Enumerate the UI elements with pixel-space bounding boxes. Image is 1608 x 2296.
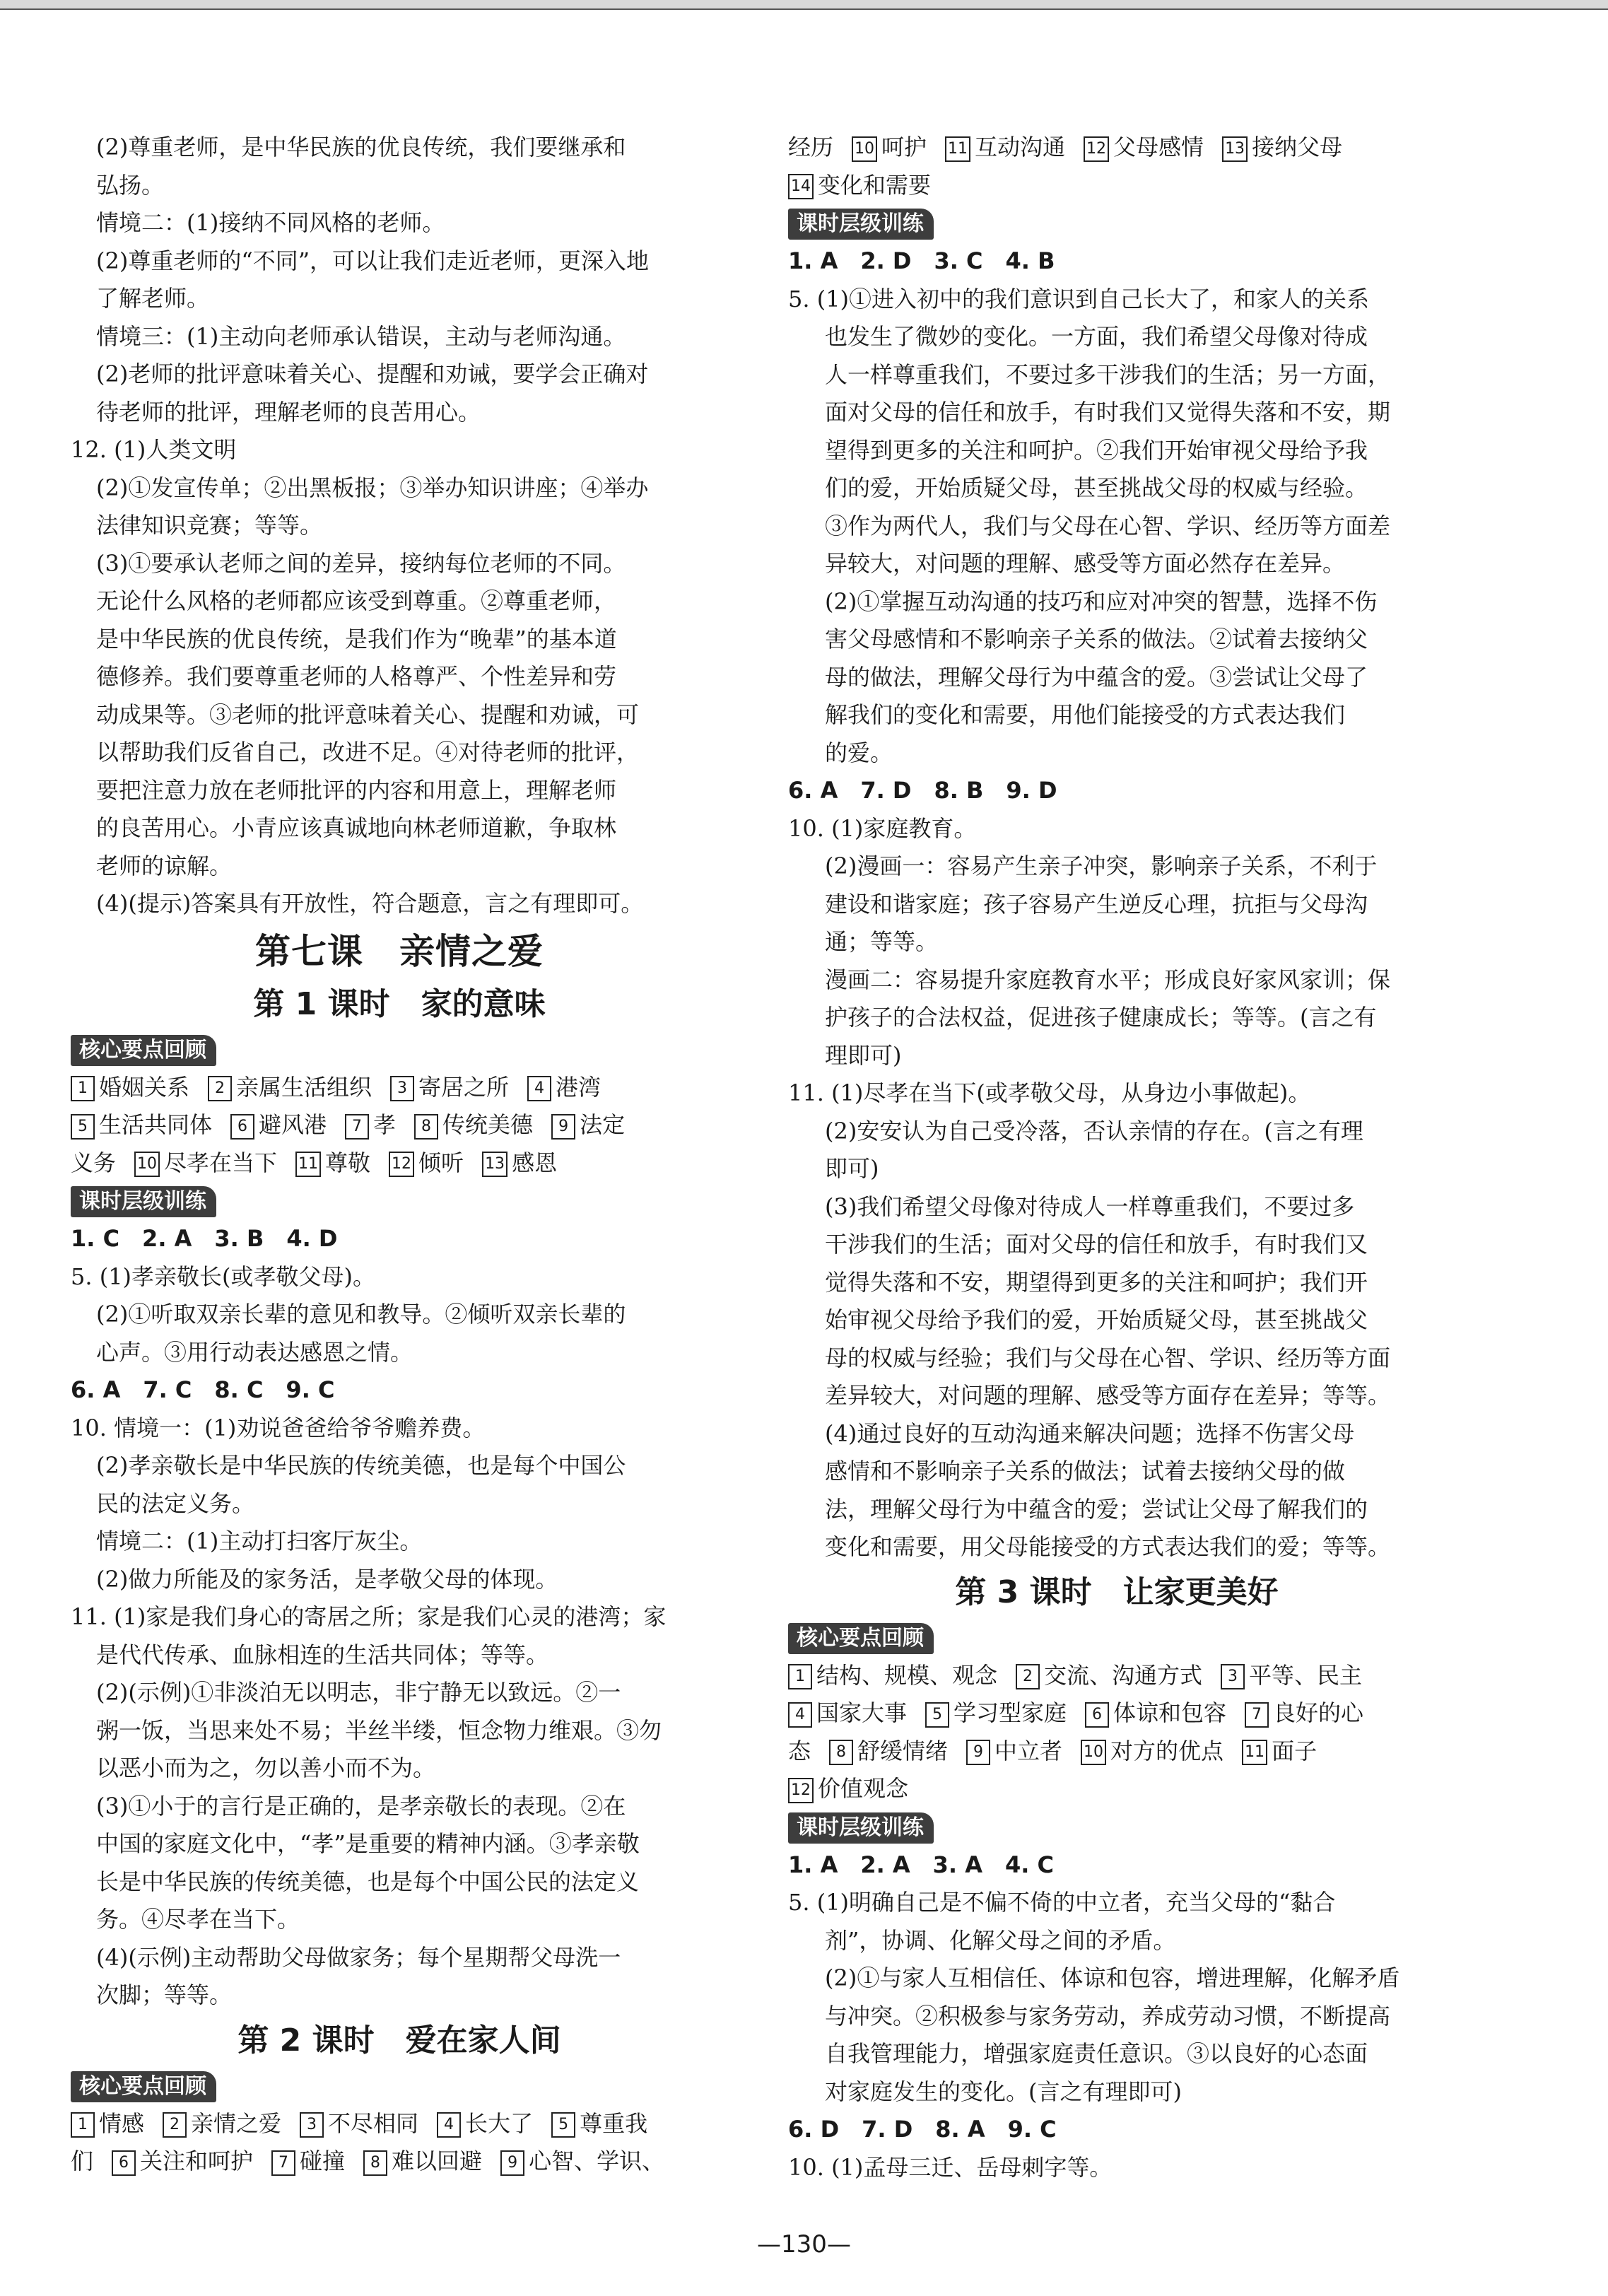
text-line: 情境三：(1)主动向老师承认错误，主动与老师沟通。 <box>96 322 626 350</box>
key-point-text: 关注和呵护 <box>140 2148 254 2174</box>
text-line: (2)①与家人互相信任、体谅和包容，增进理解，化解矛盾 <box>825 1964 1400 1991</box>
item-number-box: 10 <box>1081 1740 1106 1765</box>
key-points <box>71 2105 728 2181</box>
text-line: 情境二：(1)主动打扫客厅灰尘。 <box>96 1528 423 1554</box>
key-point-item <box>71 1074 189 1101</box>
item-number-box: 11 <box>295 1152 321 1177</box>
key-point-item <box>390 1074 509 1101</box>
key-point-row <box>71 1144 728 1183</box>
item-number-box: 7 <box>1245 1702 1269 1728</box>
text-line: 中国的家庭文化中，“孝”是重要的精神内涵。③孝亲敬 <box>96 1830 640 1857</box>
text-line: (2)漫画一：容易产生亲子冲突，影响亲子关系，不利于 <box>825 853 1378 879</box>
text-line: (3)①小于的言行是正确的，是孝亲敬长的表现。②在 <box>96 1792 626 1820</box>
key-point-text: 亲属生活组织 <box>236 1073 372 1101</box>
text-line: 也发生了微妙的变化。一方面，我们希望父母像对待成 <box>825 323 1368 350</box>
key-point-text: 平等、民主 <box>1249 1661 1363 1689</box>
text-line: (2)(示例)①非淡泊无以明志，非宁静无以致远。②一 <box>96 1679 621 1706</box>
text-line: 解我们的变化和需要，用他们能接受的方式表达我们 <box>825 701 1346 728</box>
key-point-text: 倾听 <box>418 1149 464 1176</box>
text-line: (2)①发宣传单；②出黑板报；③举办知识讲座；④举办 <box>96 474 649 501</box>
text-line: (2)安安认为自己受冷落，否认亲情的存在。(言之有理 <box>825 1117 1363 1144</box>
choice-answers: 6. D 7. D 8. A 9. C <box>788 2116 1057 2143</box>
key-point-item <box>112 2148 253 2174</box>
key-point-item <box>788 1662 997 1689</box>
item-number-box: 4 <box>437 2112 461 2138</box>
text-line: 11. (1)尽孝在当下(或孝敬父母，从身边小事做起)。 <box>788 1079 1311 1106</box>
key-point-item <box>1081 1738 1223 1764</box>
item-number-box: 1 <box>788 1664 812 1689</box>
key-point-row <box>788 1733 1445 1771</box>
key-point-item <box>925 1699 1067 1726</box>
text-line: 情境二：(1)接纳不同风格的老师。 <box>96 209 445 236</box>
text-line: 的爱。 <box>825 739 893 766</box>
key-point-item <box>1242 1738 1317 1764</box>
key-point-text: 对方的优点 <box>1110 1737 1224 1764</box>
key-point-row <box>788 167 1445 205</box>
text-line: 建设和谐家庭；孩子容易产生逆反心理，抗拒与父母沟 <box>825 890 1368 918</box>
item-number-box: 2 <box>1016 1664 1040 1689</box>
key-point-item <box>788 134 833 160</box>
key-point-text: 呵护 <box>881 134 927 160</box>
item-number-box: 3 <box>390 1076 414 1101</box>
key-point-item <box>363 2148 482 2174</box>
text-line: 剂”，协调、化解父母之间的矛盾。 <box>825 1926 1176 1954</box>
item-number-box: 11 <box>1242 1740 1267 1765</box>
key-point-item <box>500 2148 664 2174</box>
key-point-text: 港湾 <box>556 1073 601 1101</box>
key-point-text: 法定 <box>580 1111 626 1138</box>
text-line: 是中华民族的优良传统，是我们作为“晚辈”的基本道 <box>96 625 617 652</box>
text-line: 德修养。我们要尊重老师的人格尊严、个性差异和劳 <box>96 663 617 690</box>
text-line: 母的权威与经验；我们与父母在心智、学识、经历等方面 <box>825 1344 1391 1371</box>
choice-answers: 6. A 7. C 8. C 9. C <box>71 1376 335 1403</box>
text-line: 害父母感情和不影响亲子关系的做法。②试着去接纳父 <box>825 626 1368 652</box>
training-tag: 课时层级训练 <box>788 209 934 240</box>
item-number-box: 8 <box>829 1740 853 1765</box>
key-point-item <box>71 1111 212 1138</box>
key-point-item <box>788 1699 907 1726</box>
item-number-box: 2 <box>208 1076 232 1101</box>
text-line: 即可) <box>825 1155 879 1182</box>
text-line: 对家庭发生的变化。(言之有理即可) <box>825 2078 1182 2105</box>
text-line: 以恶小而为之，勿以善小而不为。 <box>96 1755 436 1781</box>
key-point-item <box>1245 1699 1363 1726</box>
key-point-text: 传统美德 <box>442 1111 534 1138</box>
key-point-item <box>1222 134 1342 160</box>
text-line: (2)老师的批评意味着关心、提醒和劝诫，要学会正确对 <box>96 361 649 387</box>
text-line: 自我管理能力，增强家庭责任意识。③以良好的心态面 <box>825 2040 1368 2067</box>
choice-answers: 6. A 7. D 8. B 9. D <box>788 777 1057 804</box>
key-point-item <box>1085 1699 1226 1726</box>
key-point-text: 避风港 <box>259 1111 327 1138</box>
item-number-box: 9 <box>551 1114 575 1140</box>
text-line: 粥一饭，当思来处不易；半丝半缕，恒念物力维艰。③勿 <box>96 1716 662 1744</box>
text-line: 弘扬。 <box>96 171 165 199</box>
item-number-box: 9 <box>500 2150 524 2176</box>
text-line: 老师的谅解。 <box>96 852 233 879</box>
key-point-text: 互动沟通 <box>975 134 1066 160</box>
key-point-row <box>71 2105 728 2143</box>
text-line: 人一样尊重我们，不要过多干涉我们的生活；另一方面， <box>825 361 1391 388</box>
item-number-box: 10 <box>852 136 877 162</box>
key-point-item <box>551 2110 647 2137</box>
key-point-item <box>71 2148 93 2174</box>
key-point-item <box>71 2110 144 2137</box>
item-number-box: 14 <box>788 174 814 199</box>
key-point-item <box>1221 1662 1362 1689</box>
item-number-box: 8 <box>363 2150 387 2176</box>
text-line: (2)①掌握互动沟通的技巧和应对冲突的智慧，选择不伤 <box>825 587 1378 615</box>
key-point-item <box>134 1149 277 1176</box>
key-point-text: 婚姻关系 <box>99 1073 190 1101</box>
key-point-text: 接纳父母 <box>1252 134 1343 160</box>
key-point-text: 父母感情 <box>1113 134 1204 160</box>
key-point-item <box>437 2110 533 2137</box>
key-point-text: 舒缓情绪 <box>857 1737 949 1764</box>
text-line: 漫画二：容易提升家庭教育水平；形成良好家风家训；保 <box>825 966 1391 993</box>
key-point-text: 结构、规模、观念 <box>816 1661 998 1689</box>
choice-answers: 1. A 2. A 3. A 4. C <box>788 1851 1055 1878</box>
key-point-text: 态 <box>788 1737 811 1764</box>
review-tag: 核心要点回顾 <box>788 1623 934 1654</box>
text-line: 5. (1)孝亲敬长(或孝敬父母)。 <box>71 1263 376 1290</box>
item-number-box: 6 <box>1085 1702 1109 1728</box>
text-line: 长是中华民族的传统美德，也是每个中国公民的法定义 <box>96 1868 640 1895</box>
key-point-item <box>271 2148 345 2174</box>
key-point-item <box>482 1149 557 1176</box>
key-point-text: 长大了 <box>465 2109 534 2137</box>
key-point-text: 面子 <box>1272 1737 1317 1764</box>
text-line: 母的做法，理解父母行为中蕴含的爱。③尝试让父母了 <box>825 663 1368 691</box>
key-point-row <box>788 1694 1445 1733</box>
key-point-text: 变化和需要 <box>818 171 932 199</box>
key-point-text: 碰撞 <box>300 2148 346 2174</box>
text-line: 5. (1)①进入初中的我们意识到自己长大了，和家人的关系 <box>788 285 1370 312</box>
key-point-row <box>71 1106 728 1144</box>
key-point-item <box>389 1149 464 1176</box>
key-point-text: 寄居之所 <box>418 1073 510 1101</box>
text-line: (4)通过良好的互动沟通来解决问题；选择不伤害父母 <box>825 1419 1355 1447</box>
left-column <box>71 129 728 2181</box>
key-point-row <box>71 2143 728 2181</box>
key-points <box>71 1069 728 1183</box>
text-line: ③作为两代人，我们与父母在心智、学识、经历等方面差 <box>825 512 1391 539</box>
text-line: 干涉我们的生活；面对父母的信任和放手，有时我们又 <box>825 1231 1368 1258</box>
item-number-box: 7 <box>345 1114 369 1140</box>
choice-answers: 1. A 2. D 3. C 4. B <box>788 247 1055 274</box>
key-point-item <box>966 1738 1062 1764</box>
text-line: 们的爱，开始质疑父母，甚至挑战父母的权威与经验。 <box>825 474 1368 501</box>
text-line: 待老师的批评，理解老师的良苦用心。 <box>96 398 481 426</box>
item-number-box: 12 <box>788 1778 814 1803</box>
text-line: (2)做力所能及的家务活，是孝敬父母的体现。 <box>96 1565 558 1593</box>
item-number-box: 13 <box>1222 136 1248 162</box>
key-point-text: 国家大事 <box>816 1699 908 1726</box>
item-number-box: 12 <box>389 1152 414 1177</box>
period-2-title: 第 2 课时 爱在家人间 <box>237 2022 561 2058</box>
key-point-item <box>300 2110 418 2137</box>
item-number-box: 4 <box>788 1702 812 1728</box>
item-number-box: 12 <box>1084 136 1109 162</box>
key-point-text: 中立者 <box>994 1737 1063 1764</box>
item-number-box: 11 <box>945 136 970 162</box>
text-line: 的良苦用心。小青应该真诚地向林老师道歉，争取林 <box>96 814 617 841</box>
text-line: 通；等等。 <box>825 928 939 955</box>
question-12 <box>71 431 728 923</box>
text-line: 面对父母的信任和放手，有时我们又觉得失落和不安，期 <box>825 399 1391 426</box>
text-line: 10. 情境一：(1)劝说爸爸给爷爷赡养费。 <box>71 1414 486 1441</box>
item-number-box: 9 <box>966 1740 990 1765</box>
key-point-text: 经历 <box>788 134 834 160</box>
key-point-text: 良好的心 <box>1273 1699 1364 1726</box>
key-point-item <box>208 1074 372 1101</box>
text-line: 法律知识竞赛；等等。 <box>96 512 323 539</box>
key-point-row <box>788 1770 1445 1808</box>
key-point-row <box>71 1069 728 1107</box>
key-point-text: 交流、沟通方式 <box>1044 1661 1203 1689</box>
review-tag: 核心要点回顾 <box>71 1035 216 1066</box>
text-line: 要把注意力放在老师批评的内容和用意上，理解老师 <box>96 776 617 804</box>
key-point-item <box>71 1149 116 1176</box>
text-line: 与冲突。②积极参与家务劳动，养成劳动习惯，不断提高 <box>825 2002 1391 2030</box>
text-line: (2)①听取双亲长辈的意见和教导。②倾听双亲长辈的 <box>96 1301 626 1328</box>
text-line: 理即可) <box>825 1041 902 1069</box>
text-line: 动成果等。③老师的批评意味着关心、提醒和劝诫，可 <box>96 701 640 728</box>
text-line: 变化和需要，用父母能接受的方式表达我们的爱；等等。 <box>825 1533 1391 1560</box>
choice-answers: 1. C 2. A 3. B 4. D <box>71 1225 338 1252</box>
text-line: 异较大，对问题的理解、感受等方面必然存在差异。 <box>825 550 1346 577</box>
key-point-item <box>852 134 927 160</box>
text-line: 12. (1)人类文明 <box>71 436 237 463</box>
key-point-item <box>551 1111 625 1138</box>
key-point-text: 不尽相同 <box>328 2109 419 2137</box>
item-number-box: 5 <box>925 1702 949 1728</box>
item-number-box: 4 <box>527 1076 551 1101</box>
text-line: 法，理解父母行为中蕴含的爱；尝试让父母了解我们的 <box>825 1495 1368 1523</box>
key-point-text: 生活共同体 <box>99 1111 213 1138</box>
text-line: (2)尊重老师的“不同”，可以让我们走近老师，更深入地 <box>96 247 650 274</box>
text-line: (2)孝亲敬长是中华民族的传统美德，也是每个中国公 <box>96 1452 626 1479</box>
text-line: (3)①要承认老师之间的差异，接纳每位老师的不同。 <box>96 549 626 577</box>
text-line: (2)尊重老师，是中华民族的优良传统，我们要继承和 <box>96 134 626 160</box>
text-line: (4)(示例)主动帮助父母做家务；每个星期帮父母洗一 <box>96 1943 621 1971</box>
text-line: 望得到更多的关注和呵护。②我们开始审视父母给予我 <box>825 436 1368 464</box>
page-number: —130— <box>757 2230 851 2259</box>
key-point-item <box>788 172 931 199</box>
text-line: 了解老师。 <box>96 285 210 312</box>
text-line: 10. (1)家庭教育。 <box>788 814 977 842</box>
text-line: 差异较大，对问题的理解、感受等方面存在差异；等等。 <box>825 1382 1391 1409</box>
key-point-text: 难以回避 <box>392 2148 483 2174</box>
training-tag: 课时层级训练 <box>788 1812 934 1844</box>
period-3-title: 第 3 课时 让家更美好 <box>955 1574 1279 1610</box>
item-number-box: 1 <box>71 1076 95 1101</box>
text-line: 始审视父母给予我们的爱，开始质疑父母，甚至挑战父 <box>825 1306 1368 1333</box>
key-point-text: 孝 <box>373 1111 397 1138</box>
training-tag: 课时层级训练 <box>71 1186 216 1217</box>
text-line: 以帮助我们反省自己，改进不足。④对待老师的批评， <box>96 739 640 766</box>
key-point-item <box>345 1111 396 1138</box>
key-point-text: 学习型家庭 <box>953 1699 1067 1726</box>
intro-block <box>71 129 728 431</box>
key-point-text: 尽孝在当下 <box>164 1149 278 1176</box>
key-point-text: 感恩 <box>512 1149 558 1176</box>
key-point-item <box>414 1111 533 1138</box>
item-number-box: 13 <box>482 1152 507 1177</box>
right-column <box>788 129 1445 2186</box>
key-point-text: 尊重我 <box>580 2109 648 2137</box>
text-line: 次脚；等等。 <box>96 1981 233 2008</box>
key-point-item <box>788 1738 811 1764</box>
key-point-item <box>295 1149 370 1176</box>
item-number-box: 1 <box>71 2112 95 2138</box>
text-line: (3)我们希望父母像对待成人一样尊重我们，不要过多 <box>825 1193 1355 1220</box>
text-line: 护孩子的合法权益，促进孩子健康成长；等等。(言之有 <box>825 1004 1377 1031</box>
review-tag: 核心要点回顾 <box>71 2071 216 2102</box>
text-line: 无论什么风格的老师都应该受到尊重。②尊重老师， <box>96 587 617 614</box>
key-point-item <box>829 1738 948 1764</box>
text-line: 是代代传承、血脉相连的生活共同体；等等。 <box>96 1641 549 1668</box>
key-point-text: 亲情之爱 <box>191 2109 282 2137</box>
key-point-text: 尊敬 <box>325 1149 371 1176</box>
text-line: 感情和不影响亲子关系的做法；试着去接纳父母的做 <box>825 1458 1346 1484</box>
lesson-title: 第七课 亲情之爱 <box>255 930 544 972</box>
key-point-text: 心智、学识、 <box>529 2148 665 2174</box>
key-points <box>788 1657 1445 1808</box>
text-line: (4)(提示)答案具有开放性，符合题意，言之有理即可。 <box>96 890 644 917</box>
text-line: 民的法定义务。 <box>96 1489 255 1517</box>
key-point-row <box>788 129 1445 167</box>
key-point-row <box>788 1657 1445 1695</box>
item-number-box: 5 <box>551 2112 575 2138</box>
item-number-box: 6 <box>230 1114 254 1140</box>
item-number-box: 10 <box>134 1152 160 1177</box>
key-point-item <box>945 134 1065 160</box>
key-point-text: 情感 <box>99 2109 145 2137</box>
text-line: 10. (1)孟母三迁、岳母刺字等。 <box>788 2153 1113 2181</box>
key-point-item <box>1016 1662 1202 1689</box>
item-number-box: 3 <box>1221 1664 1245 1689</box>
key-point-item <box>788 1775 908 1802</box>
key-points <box>788 129 1445 204</box>
text-line: 心声。③用行动表达感恩之情。 <box>96 1338 413 1366</box>
key-point-text: 价值观念 <box>818 1775 909 1802</box>
item-number-box: 5 <box>71 1114 95 1140</box>
key-point-item <box>1084 134 1204 160</box>
key-point-text: 义务 <box>71 1149 117 1176</box>
text-line: 11. (1)家是我们身心的寄居之所；家是我们心灵的港湾；家 <box>71 1603 667 1630</box>
item-number-box: 2 <box>163 2112 187 2138</box>
key-point-item <box>230 1111 327 1138</box>
text-line: 5. (1)明确自己是不偏不倚的中立者，充当父母的“黏合 <box>788 1889 1336 1916</box>
key-point-text: 们 <box>71 2148 94 2174</box>
text-line: 觉得失落和不安，期望得到更多的关注和呵护；我们开 <box>825 1268 1368 1296</box>
text-line: 务。④尽孝在当下。 <box>96 1906 300 1933</box>
period-1-title: 第 1 课时 家的意味 <box>253 985 546 1022</box>
item-number-box: 7 <box>271 2150 295 2176</box>
item-number-box: 6 <box>112 2150 136 2176</box>
key-point-text: 体谅和包容 <box>1113 1699 1227 1726</box>
item-number-box: 3 <box>300 2112 324 2138</box>
key-point-item <box>527 1074 601 1101</box>
top-border <box>0 0 1608 10</box>
key-point-item <box>163 2110 281 2137</box>
item-number-box: 8 <box>414 1114 438 1140</box>
